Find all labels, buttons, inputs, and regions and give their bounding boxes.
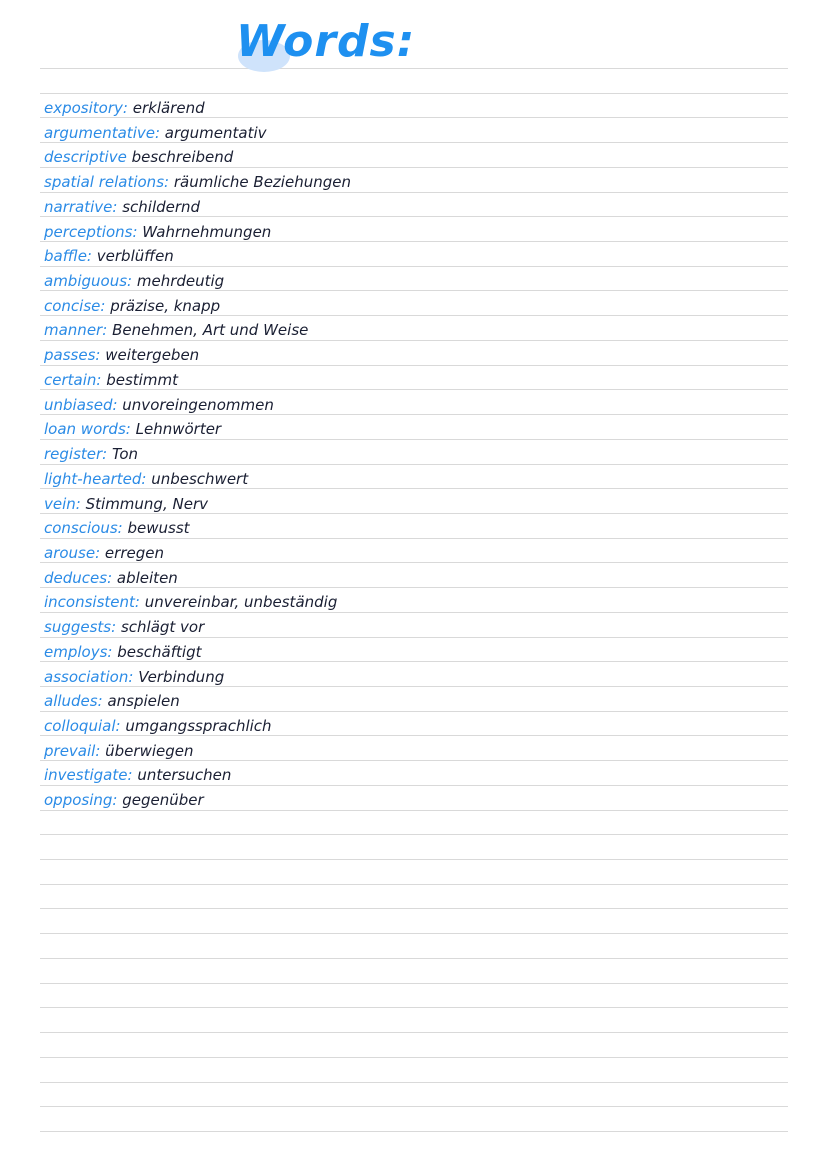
ruled-line [40,1131,788,1132]
ruled-line [40,1007,788,1008]
vocab-entry [44,195,744,220]
vocab-entry [44,665,744,690]
english-term: perceptions: [44,222,138,241]
english-term: investigate: [44,766,133,785]
english-term: unbiased: [44,395,118,414]
german-translation: Benehmen, Art und Weise [112,321,309,340]
vocab-entry [44,294,744,319]
english-term: vein: [44,494,81,513]
page-title: Words: [236,16,416,67]
english-term: prevail: [44,741,101,760]
german-translation: argumentativ [164,123,267,142]
vocab-entry [44,145,744,170]
ruled-line [40,834,788,835]
english-term: opposing: [44,791,118,810]
title-wrap [236,14,436,74]
german-translation: Wahrnehmungen [142,222,272,241]
german-translation: erregen [104,543,164,562]
german-translation: bestimmt [106,370,178,389]
german-translation: schlägt vor [120,618,205,637]
english-term: light-hearted: [44,469,147,488]
english-term: concise: [44,296,106,315]
english-term: passes: [44,346,101,365]
ruled-line [40,884,788,885]
german-translation: weitergeben [105,346,200,365]
vocab-entry [44,467,744,492]
english-term: manner: [44,321,108,340]
english-term: certain: [44,370,102,389]
german-translation: räumliche Beziehungen [173,173,351,192]
german-translation: präzise, knapp [110,296,221,315]
vocab-entry [44,269,744,294]
vocab-entry [44,788,744,813]
vocab-entry [44,739,744,764]
german-translation: Lehnwörter [135,420,222,439]
english-term: colloquial: [44,716,121,735]
vocab-entry [44,541,744,566]
english-term: conscious: [44,519,123,538]
german-translation: unvoreingenommen [122,395,274,414]
english-term: descriptive [44,148,127,167]
ruled-line [40,859,788,860]
vocab-entry [44,393,744,418]
ruled-line [40,1057,788,1058]
vocab-entry [44,96,744,121]
german-translation: ableiten [116,568,178,587]
german-translation: unvereinbar, unbeständig [144,593,338,612]
german-translation: umgangssprachlich [125,716,272,735]
german-translation: bewusst [127,519,190,538]
german-translation: verblüffen [96,247,174,266]
vocabulary-list [44,96,744,813]
ruled-line [40,93,788,94]
ruled-line [40,908,788,909]
german-translation: beschäftigt [117,642,202,661]
german-translation: untersuchen [137,766,232,785]
vocab-entry [44,417,744,442]
german-translation: anspielen [107,692,180,711]
english-term: association: [44,667,134,686]
english-term: inconsistent: [44,593,140,612]
vocab-entry [44,763,744,788]
german-translation: mehrdeutig [136,272,225,291]
english-term: ambiguous: [44,272,133,291]
vocab-entry [44,516,744,541]
german-translation: gegenüber [122,791,204,810]
vocab-entry [44,566,744,591]
german-translation: Ton [112,445,139,464]
german-translation: beschreibend [131,148,234,167]
english-term: expository: [44,99,128,117]
english-term: narrative: [44,197,118,216]
ruled-line [40,1032,788,1033]
vocab-entry [44,615,744,640]
vocab-entry [44,318,744,343]
vocab-entry [44,590,744,615]
english-term: loan words: [44,420,131,439]
vocab-entry [44,492,744,517]
english-term: register: [44,445,108,464]
german-translation: überwiegen [105,741,194,760]
english-term: deduces: [44,568,113,587]
english-term: baffle: [44,247,92,266]
german-translation: Stimmung, Nerv [85,494,208,513]
vocab-entry [44,343,744,368]
vocab-entry [44,121,744,146]
ruled-line [40,983,788,984]
ruled-line [40,933,788,934]
german-translation: Verbindung [138,667,225,686]
english-term: spatial relations: [44,173,170,192]
english-term: employs: [44,642,113,661]
vocab-entry [44,442,744,467]
vocab-entry [44,714,744,739]
vocab-entry [44,220,744,245]
german-translation: unbeschwert [151,469,249,488]
english-term: argumentative: [44,123,161,142]
german-translation: erklärend [132,99,205,117]
english-term: alludes: [44,692,103,711]
vocab-entry [44,689,744,714]
vocab-entry [44,368,744,393]
english-term: suggests: [44,618,117,637]
vocab-entry [44,170,744,195]
german-translation: schildernd [122,197,201,216]
vocab-entry [44,244,744,269]
ruled-line [40,1106,788,1107]
english-term: arouse: [44,543,101,562]
ruled-line [40,1082,788,1083]
vocab-entry [44,640,744,665]
ruled-line [40,958,788,959]
